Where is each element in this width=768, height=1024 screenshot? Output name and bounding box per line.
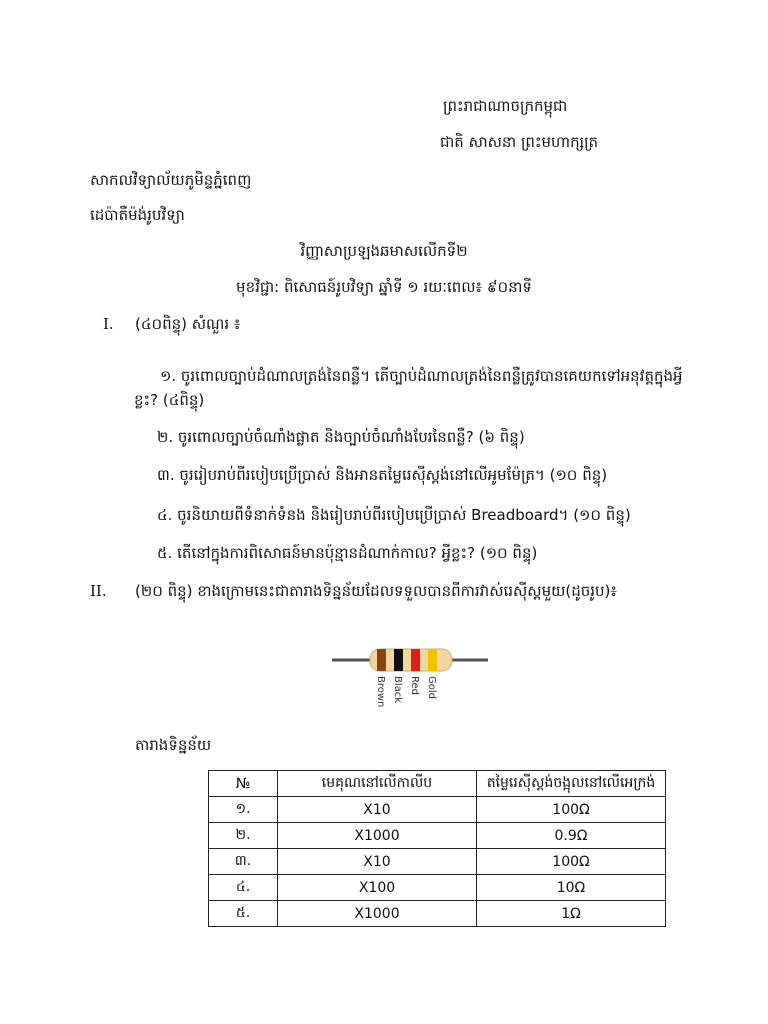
header-number: № [209, 771, 278, 797]
question-5: ៥. តើនៅក្នុងការពិសោធន៍មានប៉ុន្មានដំណាក់កាល? អ្វីខ្លះ? (១០ ពិន្ទុ) [157, 544, 538, 562]
band-label-gold: Gold [426, 676, 437, 699]
resistor-band-black [394, 649, 403, 671]
table-caption: តារាងទិន្នន័យ [135, 736, 212, 754]
question-1-line1: ១. ចូរពោលច្បាប់ដំណាលត្រង់នៃពន្លឺ។ តើច្បាប់ដំណាលត្រង់នៃពន្លឺត្រូវបានគេយកទៅអនុវត្តក្នុងអ្វី [160, 367, 683, 385]
row-number: ១. [209, 797, 278, 823]
question-2: ២. ចូរពោលច្បាប់ចំណាំងផ្លាត និងច្បាប់ចំណាំងបែរនៃពន្លឺ? (៦ ពិន្ទុ) [157, 428, 525, 446]
resistor-image [330, 640, 490, 720]
row-multiplier: X1000 [278, 901, 477, 927]
table-row [209, 875, 666, 901]
band-label-red: Red [409, 676, 420, 695]
band-label-black: Black [392, 676, 403, 704]
row-resistance: 100Ω [477, 797, 666, 823]
exam-subtitle: មុខវិជ្ជា: ពិសោធន៍រូបវិទ្យា ឆ្នាំទី ១ រយៈពេល៖ ៩០នាទី [236, 278, 532, 296]
header-resistance: តម្លៃរេស៊ីស្តង់ចង្អុលនៅលើអេក្រង់ [477, 771, 666, 797]
university-name: សាកលវិទ្យាល័យភូមិន្ទភ្នំពេញ [90, 171, 252, 189]
table-header-row [209, 771, 666, 797]
table-row [209, 901, 666, 927]
kingdom-title: ព្រះរាជាណាចក្រកម្ពុជា [443, 97, 568, 115]
row-multiplier: X10 [278, 849, 477, 875]
header-multiplier: មេគុណនៅលើកាលីប [278, 771, 477, 797]
question-4: ៤. ចូរនិយាយពីទំនាក់ទំនង និងរៀបរាប់ពីរបៀបប្រើប្រាស់ Breadboard។ (១០ ពិន្ទុ) [157, 506, 631, 524]
resistance-data-table [208, 770, 666, 927]
exam-title: វិញ្ញាសាប្រឡងឆមាសលើកទី២ [300, 242, 468, 260]
department-name: ដេប៉ាតឺម៉ង់រូបវិទ្យា [90, 206, 185, 224]
national-motto: ជាតិ សាសនា ព្រះមហាក្សត្រ [440, 133, 599, 151]
row-resistance: 10Ω [477, 875, 666, 901]
row-multiplier: X10 [278, 797, 477, 823]
resistor-band-red [411, 649, 420, 671]
question-1-line2: ខ្លះ? (៤ពិន្ទុ) [134, 391, 205, 409]
band-label-brown: Brown [375, 676, 386, 708]
table-row [209, 797, 666, 823]
table-row [209, 823, 666, 849]
section1-heading: (៤០ពិន្ទុ) សំណួរ ៖ [135, 315, 241, 333]
row-resistance: 100Ω [477, 849, 666, 875]
row-resistance: 0.9Ω [477, 823, 666, 849]
row-number: ៣. [209, 849, 278, 875]
section2-heading: (២០ ពិន្ទុ) ខាងក្រោមនេះជាតារាងទិន្នន័យដែលទទួលបានពីការវាស់រេស៊ីស្តមួយ(ដូចរូប)៖ [135, 582, 617, 600]
table-row [209, 849, 666, 875]
resistor-band-gold [428, 649, 437, 671]
row-number: ២. [209, 823, 278, 849]
row-resistance: 1Ω [477, 901, 666, 927]
row-number: ៥. [209, 901, 278, 927]
question-3: ៣. ចូររៀបរាប់ពីរបៀបប្រើប្រាស់ និងអានតម្លៃរេស៊ីស្តង់នៅលើអូមម៉ែត្រ។ (១០ ពិន្ទុ) [157, 466, 608, 484]
section1-numeral: I. [103, 315, 114, 333]
row-number: ៤. [209, 875, 278, 901]
row-multiplier: X1000 [278, 823, 477, 849]
section2-numeral: II. [90, 582, 107, 600]
row-multiplier: X100 [278, 875, 477, 901]
resistor-band-brown [377, 649, 386, 671]
